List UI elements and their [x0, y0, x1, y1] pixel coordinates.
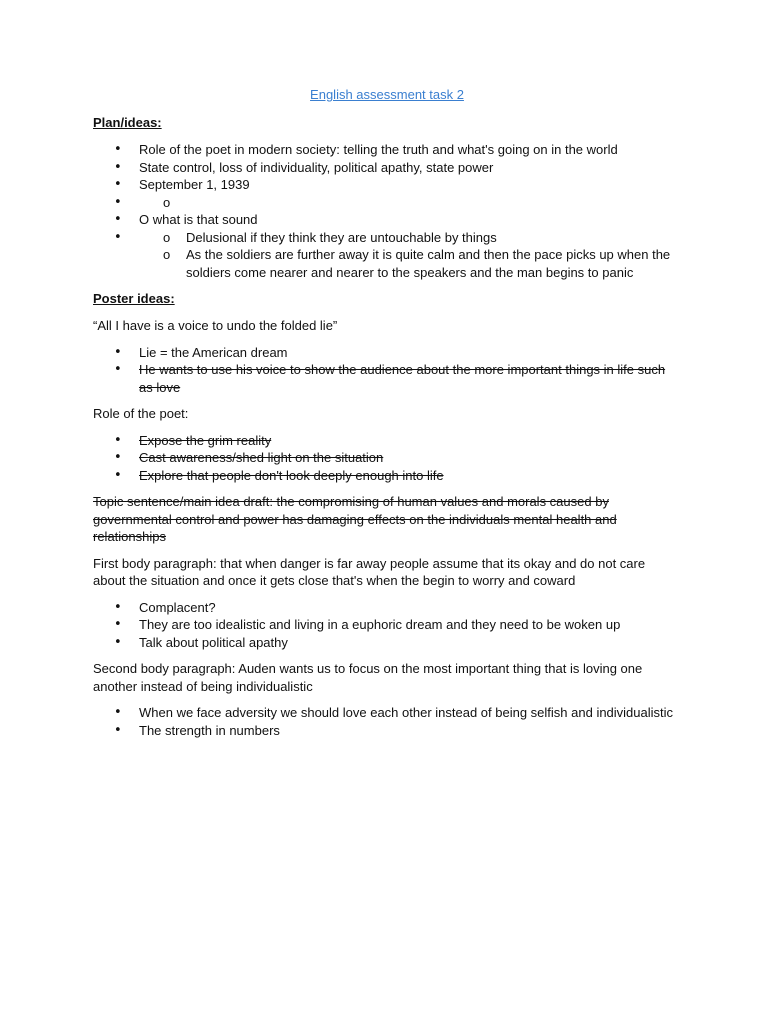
poster-item: • Lie = the American dream	[93, 344, 681, 362]
second-body-paragraph: Second body paragraph: Auden wants us to focus on the most important thing that is loving one another instead of being individualistic	[93, 661, 643, 694]
poster-list	[93, 344, 681, 397]
first-body-item: • Complacent?	[93, 599, 681, 617]
poster-quote: “All I have is a voice to undo the folded lie”	[93, 318, 338, 333]
role-list	[93, 432, 681, 485]
plan-sublist-empty	[93, 194, 681, 212]
plan-item: • Role of the poet in modern society: telling the truth and what's going on in the world	[93, 141, 681, 159]
first-body-item: • Talk about political apathy	[93, 634, 681, 652]
plan-subitem: o • Delusional if they think they are untouchable by things	[93, 229, 681, 247]
second-body-item: • When we face adversity we should love each other instead of being selfish and individualistic	[93, 704, 681, 722]
role-item-struck: • Cast awareness/shed light on the situation	[93, 449, 681, 467]
second-body-list	[93, 704, 681, 739]
plan-sublist	[93, 229, 681, 282]
first-body-item: • They are too idealistic and living in a euphoric dream and they need to be woken up	[93, 616, 681, 634]
first-body-list	[93, 599, 681, 652]
plan-subitem: o As the soldiers are further away it is quite calm and then the pace picks up when the soldiers come nearer and nearer to the speakers and the man begins to panic	[93, 246, 681, 281]
second-body-item: • The strength in numbers	[93, 722, 681, 740]
document-content	[93, 86, 681, 748]
plan-subitem	[93, 194, 681, 212]
plan-item: • O what is that sound	[93, 211, 681, 229]
poster-item-struck: • He wants to use his voice to show the audience about the more important things in life such as love	[93, 361, 681, 396]
plan-subitem-container	[93, 194, 681, 212]
plan-item: • State control, loss of individuality, political apathy, state power	[93, 159, 681, 177]
plan-item: • September 1, 1939	[93, 176, 681, 194]
role-item-struck: • Expose the grim reality	[93, 432, 681, 450]
plan-list	[93, 141, 681, 281]
plan-heading: Plan/ideas:	[93, 115, 162, 130]
poster-heading: Poster ideas:	[93, 291, 175, 306]
role-label: Role of the poet:	[93, 406, 189, 421]
first-body-paragraph: First body paragraph: that when danger is far away people assume that its okay and do not care about the situation and once it gets close that's when the begin to worry and coward	[93, 555, 646, 588]
role-item-struck: • Explore that people don't look deeply enough into life	[93, 467, 681, 485]
plan-subitem-container	[93, 229, 681, 282]
document-title: English assessment task 2	[310, 87, 464, 102]
topic-sentence: Topic sentence/main idea draft: the compromising of human values and morals caused by governmental control and power has damaging effects on the individuals mental health and relationships	[93, 494, 617, 544]
